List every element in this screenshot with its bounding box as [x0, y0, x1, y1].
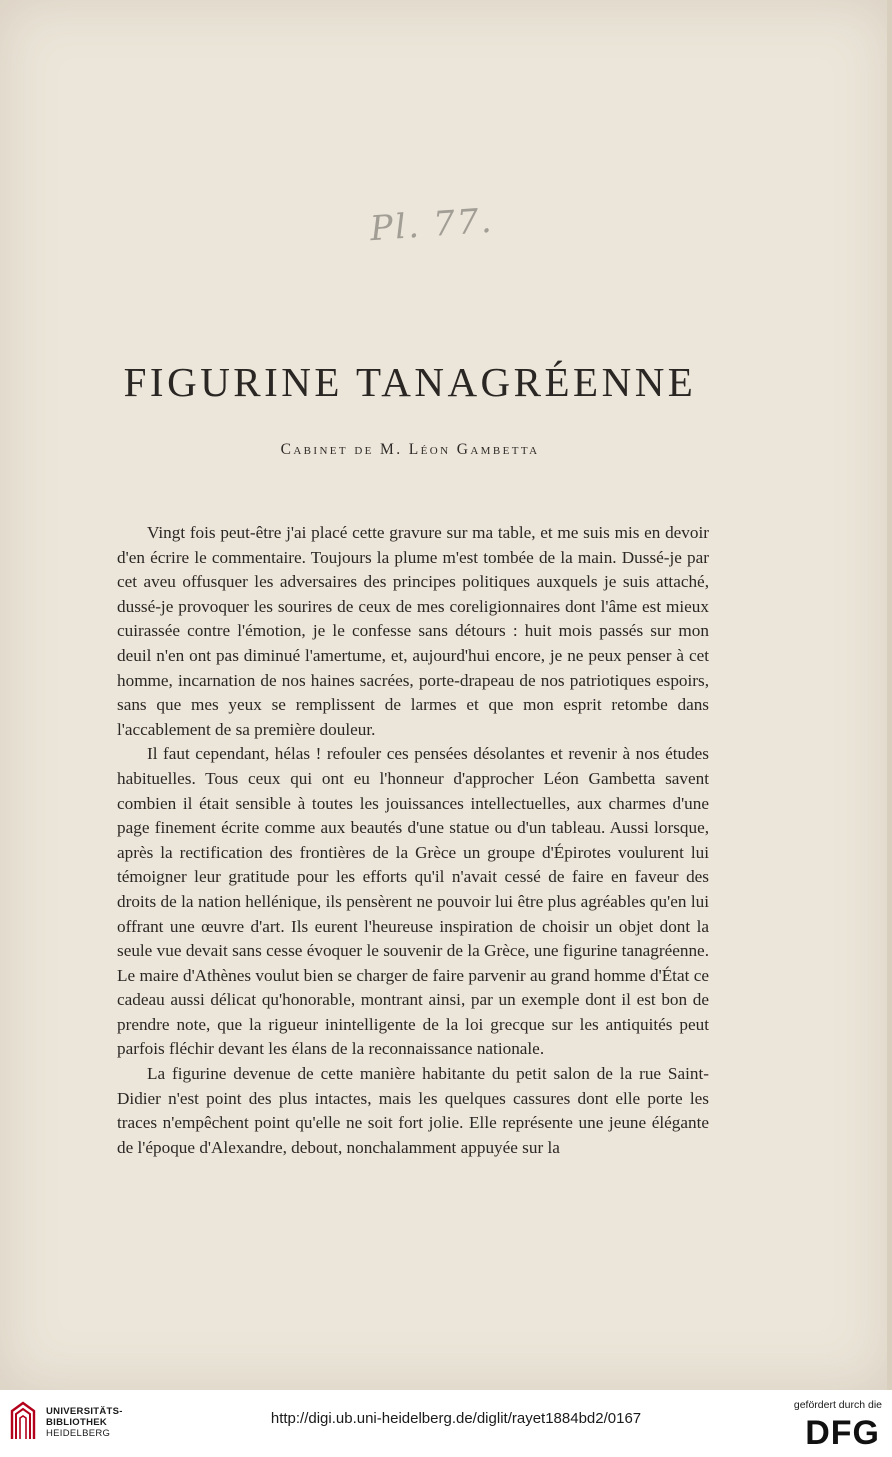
paragraph-1: Vingt fois peut-être j'ai placé cette gravure sur ma table, et me suis mis en devoir d'en écrire le commentaire. Toujours la plume m'est tombée de la main. Dussé-je par cet aveu offusquer les adversaires des principes politiques auxquels je suis attaché, dussé-je provoquer les sourires de ceux de mes coreligionnaires dont l'âme est mieux cuirassée contre l'émotion, je le confesse sans détours : huit mois passés sur mon deuil n'en ont pas diminué l'amertume, et, aujourd'hui encore, je ne peux penser à cet homme, incarnation de nos haines sacrées, porte-drapeau de nos patriotiques espoirs, sans que mes yeux se remplissent de larmes et que mon esprit retombe dans l'accablement de sa première douleur.	[117, 523, 709, 739]
article-body	[117, 521, 709, 1160]
institution-line-1: UNIVERSITÄTS-	[46, 1406, 123, 1417]
page-edge	[887, 0, 892, 1390]
permalink-url[interactable]: http://digi.ub.uni-heidelberg.de/diglit/rayet1884bd2/0167	[270, 1410, 642, 1427]
dfg-logo: DFG	[805, 1414, 880, 1452]
institution-line-2: BIBLIOTHEK	[46, 1417, 108, 1428]
institution-line-3: HEIDELBERG	[46, 1428, 111, 1439]
funded-by-label: gefördert durch die	[793, 1399, 882, 1411]
paragraph-3: La figurine devenue de cette manière habitante du petit salon de la rue Saint-Didier n'est point des plus intactes, mais les quelques cassures dont elle porte les traces n'empêchent point qu'elle ne soit fort jolie. Elle représente une jeune élégante de l'époque d'Alexandre, debout, nonchalamment appuyée sur la	[117, 1064, 709, 1157]
article-title: FIGURINE TANAGRÉENNE	[123, 359, 697, 405]
viewer-footer	[0, 1390, 892, 1457]
paragraph-2: Il faut cependant, hélas ! refouler ces pensées désolantes et revenir à nos études habituelles. Tous ceux qui ont eu l'honneur d'approcher Léon Gambetta savent combien il était sensible à toutes les jouissances intellectuelles, aux charmes d'une page finement écrite comme aux beautés d'une statue ou d'un tableau. Aussi lorsque, après la rectification des frontières de la Grèce un groupe d'Épirotes voulurent lui témoigner leur gratitude pour les efforts qu'il n'avait cessé de faire en faveur des droits de la nation hellénique, ils pensèrent ne pouvoir lui être plus agréables qu'en lui offrant une œuvre d'art. Ils eurent l'heureuse inspiration de choisir un objet dont la seule vue devait sans cesse évoquer le souvenir de la Grèce, une figurine tanagréenne. Le maire d'Athènes voulut bien se charger de faire parvenir au grand homme d'État ce cadeau aussi délicat qu'honorable, montrant ainsi, par un exemple dont il est bon de prendre note, que la rigueur inintelligente de la loi grecque sur les antiquités peut parfois fléchir devant les élans de la reconnaissance nationale.	[117, 744, 709, 1059]
handwritten-shelfmark: Pl. 77.	[368, 200, 495, 250]
article-subtitle: Cabinet de M. Léon Gambetta	[280, 441, 540, 458]
